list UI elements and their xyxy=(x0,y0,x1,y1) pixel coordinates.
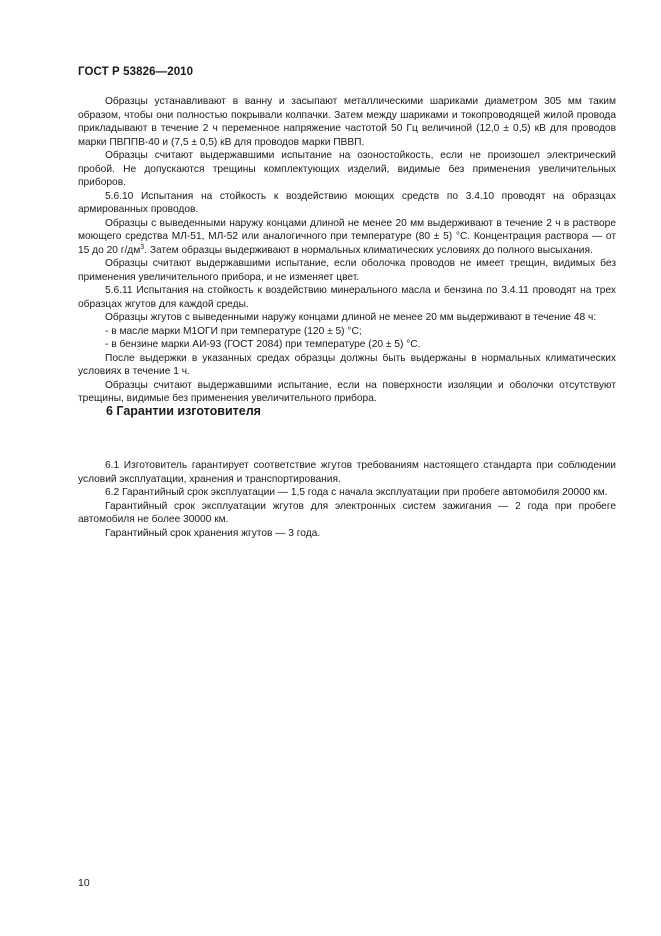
section-text xyxy=(78,459,616,540)
paragraph-text: Образцы с выведенными наружу концами длиной не менее 20 мм выдерживают в течение 2 ч в растворе моющего средства МЛ-51, МЛ-52 или аналогичного при температуре (80 ± 5) °С. Концентрация раствора — от 15 до 20 г/дм xyxy=(78,217,616,256)
paragraph: Образцы считают выдержавшими испытание, если оболочка проводов не имеет трещин, видимых без применения увеличительного прибора, и не изменяет цвет. xyxy=(78,258,616,283)
section-heading: 6 Гарантии изготовителя xyxy=(106,404,261,418)
paragraph: Образцы считают выдержавшими испытание, если на поверхности изоляции и оболочки отсутствуют трещины, видимые без применения увеличительного прибора. xyxy=(78,379,616,404)
paragraph: 5.6.11 Испытания на стойкость к воздействию минерального масла и бензина по 3.4.11 проводят на трех образцах жгутов для каждой среды. xyxy=(78,285,616,310)
paragraph: После выдержки в указанных средах образцы должны быть выдержаны в нормальных климатических условиях в течение 1 ч. xyxy=(78,352,616,377)
paragraph: 6.1 Изготовитель гарантирует соответствие жгутов требованиям настоящего стандарта при соблюдении условий эксплуатации, хранения и транспортирования. xyxy=(78,460,616,485)
paragraph: 6.2 Гарантийный срок эксплуатации — 1,5 года с начала эксплуатации при пробеге автомобиля 20000 км. xyxy=(105,487,608,498)
list-item: - в бензине марки АИ-93 (ГОСТ 2084) при температуре (20 ± 5) °С. xyxy=(105,339,421,350)
body-text xyxy=(78,95,616,406)
list-item: - в масле марки М1ОГИ при температуре (120 ± 5) °С; xyxy=(105,325,362,337)
paragraph: Образцы считают выдержавшими испытание на озоностойкость, если не произошел электрический пробой. Не допускаются трещины комплектующих изделий, видимые без применения увеличительных приборов. xyxy=(78,150,616,188)
page-number: 10 xyxy=(78,877,90,889)
paragraph: Гарантийный срок эксплуатации жгутов для электронных систем зажигания — 2 года при пробеге автомобиля не более 30000 км. xyxy=(78,500,616,525)
paragraph-text: . Затем образцы выдерживают в нормальных климатических условиях до полного высыхания. xyxy=(144,244,593,256)
paragraph-with-superscript xyxy=(78,217,616,258)
paragraph: Гарантийный срок хранения жгутов — 3 года. xyxy=(105,527,321,539)
paragraph: 5.6.10 Испытания на стойкость к воздействию моющих средств по 3.4.10 проводят на образцах армированных проводов. xyxy=(78,190,616,215)
document-header: ГОСТ Р 53826—2010 xyxy=(78,66,194,78)
paragraph: Образцы устанавливают в ванну и засыпают металлическими шариками диаметром 305 мм таким образом, чтобы они полностью покрывали колпачки. Затем между шариками и токопроводящей жилой провода прикладывают в течение 2 ч переменное напряжение частотой 50 Гц величиной (12,0 ± 0,5) кВ для проводов марки ПВППВ-40 и (7,5 ± 0,5) кВ для проводов марки ПВВП. xyxy=(78,96,616,148)
paragraph: Образцы жгутов с выведенными наружу концами длиной не менее 20 мм выдерживают в течение 48 ч: xyxy=(105,312,597,323)
superscript: 3 xyxy=(140,243,145,251)
